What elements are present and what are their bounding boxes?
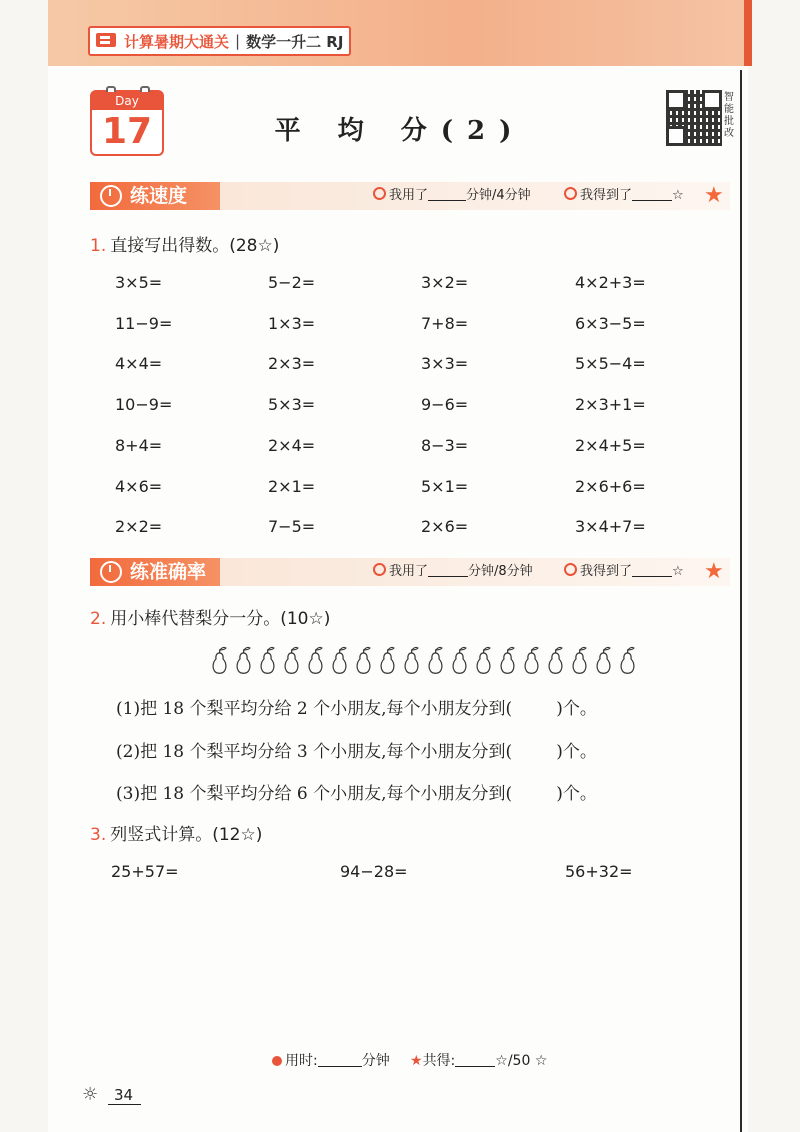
- pear-icon: [496, 645, 519, 675]
- expression: 2×1=: [268, 477, 316, 496]
- question-1-title: 1. 直接写出得数。(28☆): [90, 236, 280, 256]
- question-3-title: 3. 列竖式计算。(12☆): [90, 825, 263, 845]
- stopwatch-icon: [100, 185, 122, 207]
- subquestion-1: (1)把 18 个梨平均分给 2 个小朋友,每个小朋友分到( )个。: [116, 699, 597, 719]
- pear-icon: [472, 645, 495, 675]
- expression: 2×4+5=: [575, 436, 646, 455]
- vertical-calc-3: 56+32=: [565, 862, 633, 881]
- pear-icon: [304, 645, 327, 675]
- expression: 3×2=: [421, 273, 469, 292]
- score-blank[interactable]: [632, 564, 672, 577]
- expression: 6×3−5=: [575, 314, 646, 333]
- expression: 4×2+3=: [575, 273, 646, 292]
- expression: 2×3+1=: [575, 395, 646, 414]
- expression: 9−6=: [421, 395, 469, 414]
- qr-eye-icon: [666, 90, 686, 110]
- check-icon: [564, 187, 577, 200]
- expression: 2×3=: [268, 354, 316, 373]
- score-blank[interactable]: [632, 188, 672, 201]
- expression: 5−2=: [268, 273, 316, 292]
- expression: 10−9=: [115, 395, 173, 414]
- expression: 3×4+7=: [575, 517, 646, 536]
- expression: 5×5−4=: [575, 354, 646, 373]
- qr-label: 智能批改: [724, 92, 734, 139]
- pear-icon: [232, 645, 255, 675]
- pear-icon: [376, 645, 399, 675]
- clock-icon: [272, 1056, 282, 1066]
- edge-accent: [744, 0, 752, 66]
- footer-time: 用时: 分钟: [272, 1050, 390, 1070]
- score-got: 我得到了 ☆: [564, 558, 684, 586]
- expression: 5×1=: [421, 477, 469, 496]
- page-edge: [740, 70, 742, 1132]
- series-separator: |: [235, 32, 241, 50]
- star-icon: ★: [704, 183, 724, 208]
- score-got: 我得到了 ☆: [564, 182, 684, 210]
- expression: 8+4=: [115, 436, 163, 455]
- subquestion-3: (3)把 18 个梨平均分给 6 个小朋友,每个小朋友分到( )个。: [116, 784, 597, 804]
- clock-icon: [373, 187, 386, 200]
- expression: 2×6+6=: [575, 477, 646, 496]
- pear-icon: [448, 645, 471, 675]
- vertical-calc-1: 25+57=: [111, 862, 179, 881]
- expression: 3×3=: [421, 354, 469, 373]
- time-used: 我用了 分钟/4分钟: [373, 182, 531, 210]
- qr-eye-icon: [702, 90, 722, 110]
- pear-icon: [352, 645, 375, 675]
- question-2-title: 2. 用小棒代替梨分一分。(10☆): [90, 609, 331, 629]
- vertical-calc-2: 94−28=: [340, 862, 408, 881]
- page-number: 34: [108, 1086, 141, 1105]
- pear-icon: [616, 645, 639, 675]
- expression: 2×4=: [268, 436, 316, 455]
- pear-icon: [568, 645, 591, 675]
- pear-icon: [256, 645, 279, 675]
- expression: 3×5=: [115, 273, 163, 292]
- pear-icon: [280, 645, 303, 675]
- expression: 1×3=: [268, 314, 316, 333]
- pear-icon: [400, 645, 423, 675]
- expression: 7+8=: [421, 314, 469, 333]
- pear-icon: [544, 645, 567, 675]
- section-tab-label: 练准确率: [130, 561, 207, 583]
- pear-icon: [208, 645, 231, 675]
- series-grade: 数学一升二 RJ: [246, 32, 344, 51]
- book-icon: [96, 33, 118, 49]
- expression: 7−5=: [268, 517, 316, 536]
- lesson-title: 平 均 分(2): [274, 116, 526, 146]
- subquestion-2: (2)把 18 个梨平均分给 3 个小朋友,每个小朋友分到( )个。: [116, 742, 597, 762]
- time-blank[interactable]: [428, 564, 468, 577]
- score-total-blank[interactable]: [455, 1054, 495, 1067]
- star-icon: ★: [704, 559, 724, 584]
- expression: 2×2=: [115, 517, 163, 536]
- pear-icon: [424, 645, 447, 675]
- target-icon: [100, 561, 122, 583]
- pear-icon: [592, 645, 615, 675]
- pear-icon: [520, 645, 543, 675]
- star-icon: ★: [410, 1053, 423, 1069]
- footer-score: ★共得: ☆/50 ☆: [410, 1053, 548, 1069]
- series-tag: [88, 26, 351, 56]
- pear-row: [208, 645, 644, 675]
- section-tab-speed: [90, 182, 220, 210]
- time-total-blank[interactable]: [318, 1054, 362, 1067]
- check-icon: [564, 563, 577, 576]
- day-number: 17: [101, 111, 153, 152]
- clock-icon: [373, 563, 386, 576]
- qr-code[interactable]: [666, 90, 722, 146]
- series-name: 计算暑期大通关: [124, 32, 230, 51]
- section-bar-speed: [90, 182, 730, 210]
- time-blank[interactable]: [428, 188, 466, 201]
- section-tab-label: 练速度: [130, 185, 188, 207]
- pear-icon: [328, 645, 351, 675]
- time-used: 我用了 分钟/8分钟: [373, 558, 533, 586]
- expression: 8−3=: [421, 436, 469, 455]
- section-bar-accuracy: [90, 558, 730, 586]
- expression: 5×3=: [268, 395, 316, 414]
- qr-eye-icon: [666, 126, 686, 146]
- day-label: Day: [92, 92, 162, 110]
- expression: 4×6=: [115, 477, 163, 496]
- expression: 11−9=: [115, 314, 173, 333]
- sun-icon: ☼: [82, 1084, 99, 1105]
- expression: 2×6=: [421, 517, 469, 536]
- expression: 4×4=: [115, 354, 163, 373]
- section-tab-accuracy: [90, 558, 220, 586]
